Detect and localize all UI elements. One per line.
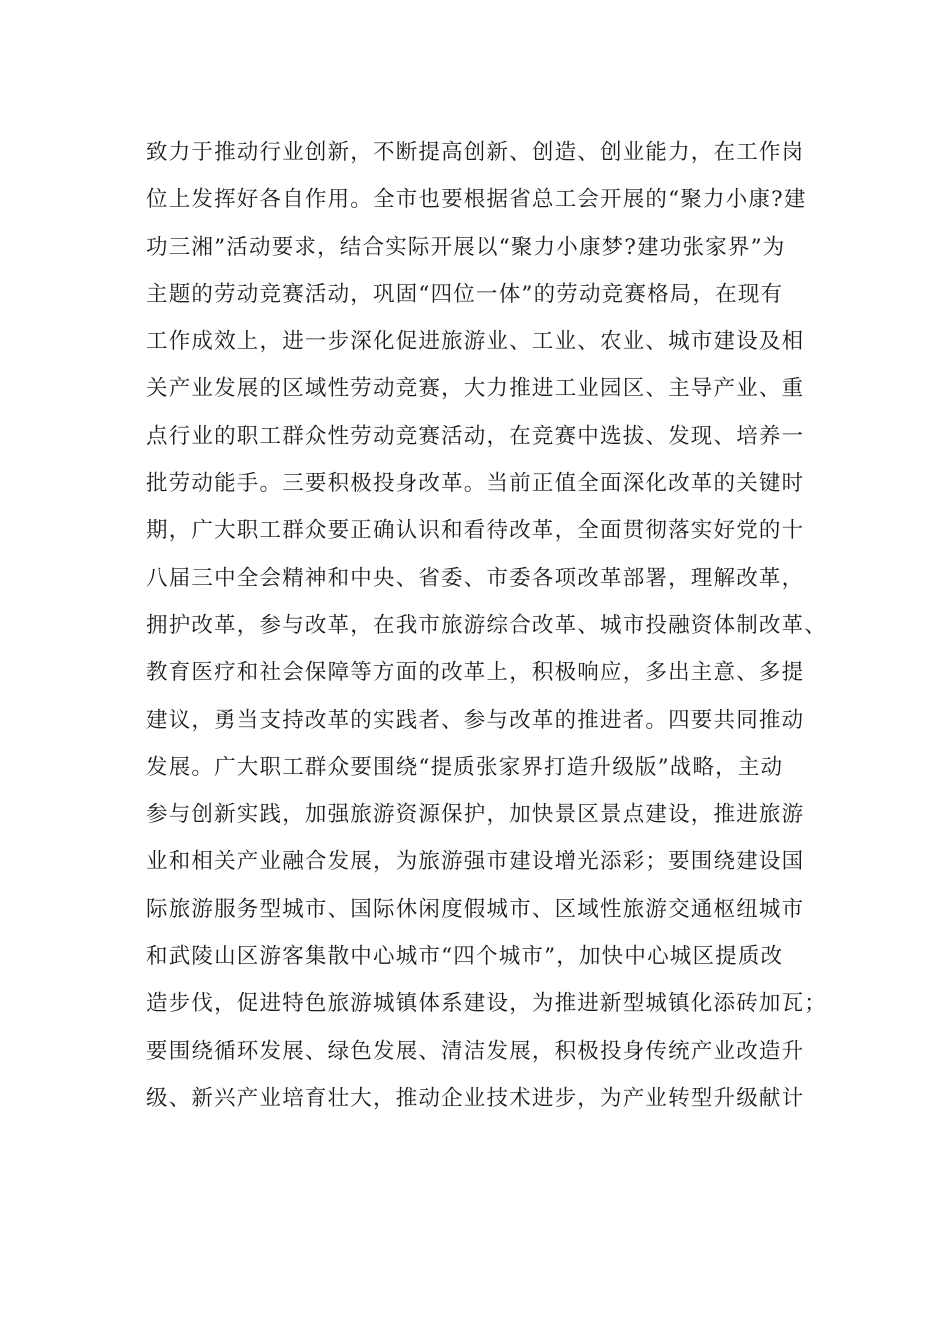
text-line: 功三湘”活动要求，结合实际开展以“聚力小康梦?建功张家界”为 (146, 234, 786, 260)
text-line: 批劳动能手。三要积极投身改革。当前正值全面深化改革的关键时 (146, 471, 805, 497)
text-line: 位上发挥好各自作用。全市也要根据省总工会开展的“聚力小康?建 (146, 187, 807, 213)
text-line: 主题的劳动竞赛活动，巩固“四位一体”的劳动竞赛格局，在现有 (146, 281, 784, 307)
text-line: 际旅游服务型城市、国际休闲度假城市、区域性旅游交通枢纽城市 (146, 896, 805, 922)
text-line: 和武陵山区游客集散中心城市“四个城市”，加快中心城区提质改 (146, 944, 784, 970)
text-line: 致力于推动行业创新，不断提高创新、创造、创业能力，在工作岗 (146, 140, 805, 165)
text-line: 发展。广大职工群众要围绕“提质张家界打造升级版”战略，主动 (146, 754, 784, 780)
text-line: 期，广大职工群众要正确认识和看待改革，全面贯彻落实好党的十 (146, 518, 805, 544)
text-line: 造步伐，促进特色旅游城镇体系建设，为推进新型城镇化添砖加瓦； (146, 991, 828, 1017)
text-line: 八届三中全会精神和中央、省委、市委各项改革部署，理解改革， (146, 565, 805, 591)
body-text (146, 129, 828, 1122)
text-line: 级、新兴产业培育壮大，推动企业技术进步，为产业转型升级献计 (146, 1085, 805, 1111)
text-line: 点行业的职工群众性劳动竞赛活动，在竞赛中选拔、发现、培养一 (146, 423, 805, 449)
text-line: 工作成效上，进一步深化促进旅游业、工业、农业、城市建设及相 (146, 329, 805, 355)
text-line: 教育医疗和社会保障等方面的改革上，积极响应，多出主意、多提 (146, 660, 805, 686)
text-line: 建议，勇当支持改革的实践者、参与改革的推进者。四要共同推动 (146, 707, 805, 733)
text-line: 参与创新实践，加强旅游资源保护，加快景区景点建设，推进旅游 (146, 802, 805, 828)
text-line: 业和相关产业融合发展，为旅游强市建设增光添彩；要围绕建设国 (146, 849, 805, 875)
text-line: 关产业发展的区域性劳动竞赛，大力推进工业园区、主导产业、重 (146, 376, 805, 402)
text-line: 拥护改革，参与改革，在我市旅游综合改革、城市投融资体制改革、 (146, 612, 828, 638)
text-line: 要围绕循环发展、绿色发展、清洁发展，积极投身传统产业改造升 (146, 1038, 805, 1064)
